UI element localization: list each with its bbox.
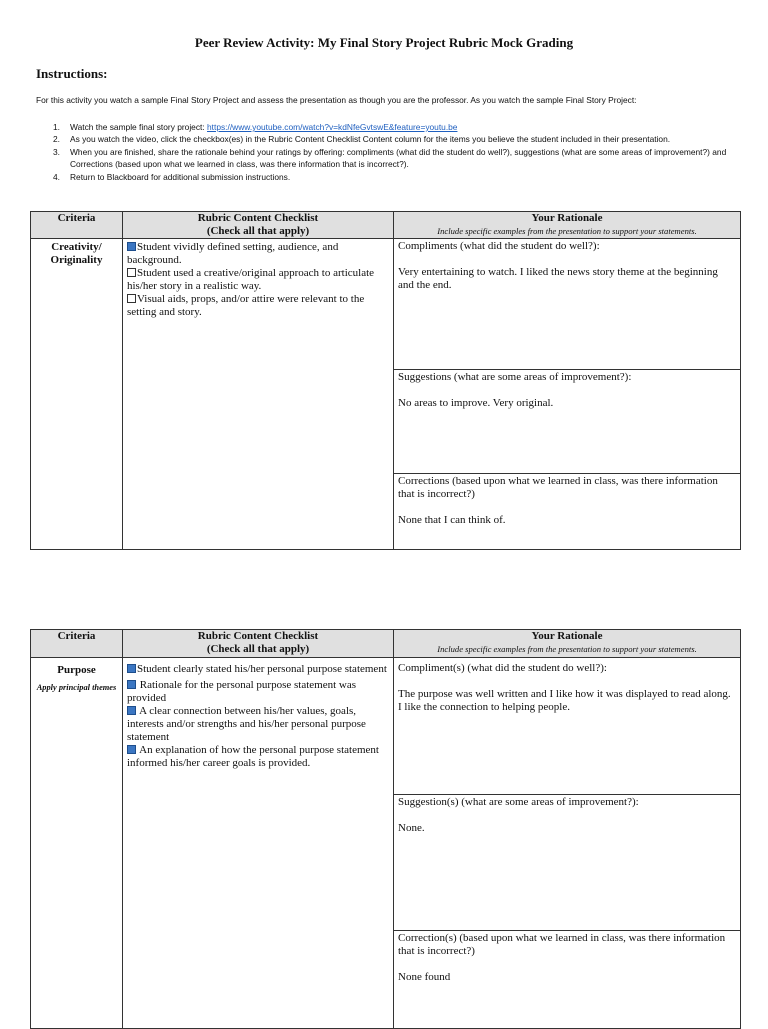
instructions-intro: For this activity you watch a sample Final Story Project and assess the presentation as though you are the professor. As you watch the sample Final Story Project: <box>36 95 637 105</box>
rationale-purpose <box>394 658 741 1029</box>
suggestions-section[interactable] <box>394 795 740 931</box>
rationale-header: Your Rationale Include specific examples from the presentation to support your statements. <box>394 212 741 239</box>
criteria-header: Criteria <box>31 630 123 658</box>
suggestions-section[interactable] <box>394 370 740 474</box>
checklist-item: Student used a creative/original approach to articulate his/her story in a realistic way. <box>127 267 375 292</box>
corrections-section[interactable] <box>394 474 740 549</box>
checklist-purpose <box>123 658 394 1029</box>
corrections-text: None that I can think of. <box>398 514 506 526</box>
checklist-item: A clear connection between his/her values, goals, interests and/or strengths and his/her personal purpose statement <box>127 705 366 743</box>
checklist-creativity <box>123 239 394 550</box>
rubric-table-purpose <box>30 629 741 1029</box>
suggestions-text: None. <box>398 822 425 834</box>
compliments-text: Very entertaining to watch. I liked the news story theme at the beginning and the end. <box>398 266 718 291</box>
video-link[interactable]: https://www.youtube.com/watch?v=kdNfeGvtswE&feature=youtu.be <box>207 122 458 132</box>
suggestions-label: Suggestion(s) (what are some areas of improvement?): <box>398 796 639 808</box>
step-number: 3. <box>53 146 60 157</box>
corrections-text: None found <box>398 971 451 983</box>
compliments-section[interactable] <box>394 239 740 370</box>
instruction-step-4 <box>36 171 736 183</box>
instruction-step-1 <box>36 121 736 133</box>
criteria-subtitle: Apply principal themes <box>36 683 117 692</box>
suggestions-text: No areas to improve. Very original. <box>398 397 554 409</box>
checklist-item: Visual aids, props, and/or attire were relevant to the setting and story. <box>127 293 365 318</box>
corrections-label: Correction(s) (based upon what we learned in class, was there information that is incorrect?) <box>398 932 726 957</box>
step-number: 1. <box>53 122 60 132</box>
checklist-item: Rationale for the personal purpose statement was provided <box>127 679 357 704</box>
checkbox[interactable] <box>127 268 136 277</box>
rationale-header: Your Rationale Include specific examples from the presentation to support your statements. <box>394 630 741 658</box>
compliments-section[interactable] <box>394 658 740 795</box>
rationale-creativity <box>394 239 741 550</box>
checklist-header: Rubric Content Checklist (Check all that apply) <box>123 212 394 239</box>
step-text: As you watch the video, click the checkbox(es) in the Rubric Content Checklist Content column for the items you believe the student included in their presentation. <box>70 134 671 145</box>
step-number: 4. <box>53 171 60 182</box>
checklist-header: Rubric Content Checklist (Check all that apply) <box>123 630 394 658</box>
criteria-header: Criteria <box>31 212 123 239</box>
checkbox[interactable] <box>127 680 136 689</box>
compliments-text: The purpose was well written and I like how it was displayed to read along. I like the connection to helping people. <box>398 688 731 713</box>
instruction-steps <box>36 121 736 183</box>
checkbox[interactable] <box>127 706 136 715</box>
suggestions-label: Suggestions (what are some areas of improvement?): <box>398 371 632 383</box>
step-text: When you are finished, share the rationale behind your ratings by offering: compliments (what did the student do well?), suggestions (what are some areas of improvement?) and Corrections (based upon what we learned in class, was there information that is incorrect?). <box>70 146 727 170</box>
checkbox[interactable] <box>127 242 136 251</box>
step-text: Watch the sample final story project: <box>70 122 208 132</box>
corrections-section[interactable] <box>394 931 740 1028</box>
step-number: 2. <box>53 134 60 145</box>
step-text: Return to Blackboard for additional submission instructions. <box>70 171 291 182</box>
criteria-purpose: Purpose Apply principal themes <box>31 658 123 1029</box>
rubric-table-creativity <box>30 211 741 550</box>
criteria-creativity: Creativity/ Originality <box>31 239 123 550</box>
instruction-step-3 <box>36 146 736 171</box>
checklist-item: Student vividly defined setting, audience, and background. <box>127 241 339 266</box>
checklist-item: An explanation of how the personal purpose statement informed his/her career goals is provided. <box>127 744 379 769</box>
instructions-heading: Instructions: <box>36 66 108 81</box>
checkbox[interactable] <box>127 745 136 754</box>
checkbox[interactable] <box>127 294 136 303</box>
instruction-step-2 <box>36 133 736 145</box>
checkbox[interactable] <box>127 664 136 673</box>
checklist-item: Student clearly stated his/her personal purpose statement <box>127 663 389 676</box>
compliments-label: Compliment(s) (what did the student do well?): <box>398 662 607 674</box>
corrections-label: Corrections (based upon what we learned in class, was there information that is incorrect?) <box>398 475 718 500</box>
page-title: Peer Review Activity: My Final Story Project Rubric Mock Grading <box>194 35 574 50</box>
compliments-label: Compliments (what did the student do well?): <box>398 240 600 252</box>
